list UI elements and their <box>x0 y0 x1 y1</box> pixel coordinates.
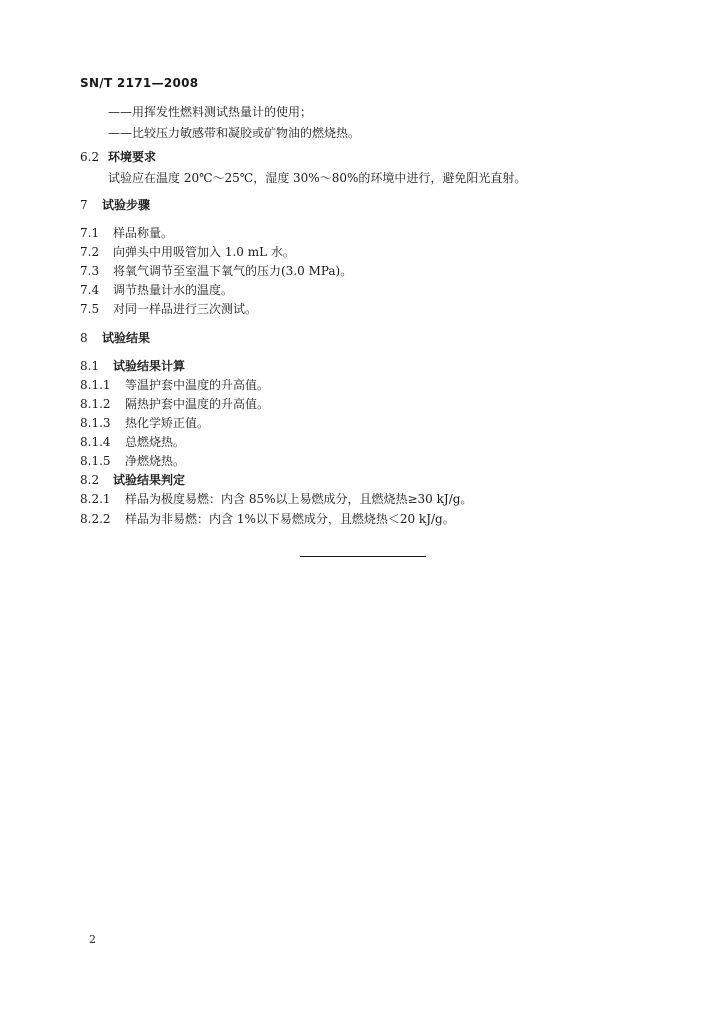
item-text: 调节热量计水的温度。 <box>113 283 234 297</box>
section-number: 7 <box>80 198 88 212</box>
item-text: 样品称量。 <box>113 226 174 240</box>
section-number: 8.2 <box>80 473 100 487</box>
section-number: 6.2 <box>80 150 100 164</box>
item-number: 7.4 <box>80 283 100 297</box>
paragraph-text: 试验应在温度 20℃～25℃，湿度 30%～80%的环境中进行，避免阳光直射。 <box>108 171 527 185</box>
list-item <box>80 396 269 412</box>
item-number: 8.1.5 <box>80 454 111 468</box>
list-item <box>80 225 173 241</box>
item-text: 向弹头中用吸管加入 1.0 mL 水。 <box>113 245 295 259</box>
end-rule <box>300 556 426 557</box>
page-number: 2 <box>89 933 96 946</box>
section-title: 试验步骤 <box>102 198 151 212</box>
list-item <box>80 282 233 298</box>
item-text: 隔热护套中温度的升高值。 <box>125 397 270 411</box>
item-text: 净燃烧热。 <box>125 454 186 468</box>
section-heading-8-2 <box>80 472 185 488</box>
section-heading-7 <box>80 197 150 213</box>
item-number: 8.1.4 <box>80 435 111 449</box>
item-number: 8.2.2 <box>80 512 111 526</box>
list-item <box>80 434 185 450</box>
list-item <box>80 301 257 317</box>
item-text: 样品为极度易燃：内含 85%以上易燃成分，且燃烧热≥30 kJ/g。 <box>125 492 473 506</box>
item-number: 7.2 <box>80 245 100 259</box>
list-item <box>80 244 295 260</box>
section-title: 试验结果 <box>102 331 151 345</box>
item-text: 等温护套中温度的升高值。 <box>125 378 270 392</box>
section-heading-8-1 <box>80 358 185 374</box>
section-heading-8 <box>80 330 150 346</box>
list-item <box>80 263 352 279</box>
item-text: 样品为非易燃：内含 1%以下易燃成分，且燃烧热＜20 kJ/g。 <box>125 512 455 526</box>
item-number: 8.2.1 <box>80 492 111 506</box>
list-item <box>80 415 209 431</box>
list-item <box>80 453 185 469</box>
section-title: 试验结果计算 <box>113 359 186 373</box>
section-title: 试验结果判定 <box>113 473 186 487</box>
item-text: 将氧气调节至室温下氧气的压力(3.0 MPa)。 <box>113 264 353 278</box>
item-number: 7.1 <box>80 226 100 240</box>
section-number: 8.1 <box>80 359 100 373</box>
item-number: 7.5 <box>80 302 100 316</box>
intro-item: ——比较压力敏感带和凝胶或矿物油的燃烧热。 <box>108 126 361 140</box>
list-item <box>80 511 455 527</box>
item-text: 对同一样品进行三次测试。 <box>113 302 258 316</box>
item-number: 8.1.1 <box>80 378 111 392</box>
list-item <box>80 377 269 393</box>
section-number: 8 <box>80 331 88 345</box>
item-text: 总燃烧热。 <box>125 435 186 449</box>
item-number: 8.1.3 <box>80 416 111 430</box>
document-header: SN/T 2171—2008 <box>80 76 199 90</box>
item-text: 热化学矫正值。 <box>125 416 210 430</box>
intro-item: ——用挥发性燃料测试热量计的使用； <box>108 105 313 119</box>
section-heading-6-2 <box>80 149 156 165</box>
item-number: 8.1.2 <box>80 397 111 411</box>
item-number: 7.3 <box>80 264 100 278</box>
list-item <box>80 491 472 507</box>
section-title: 环境要求 <box>108 150 157 164</box>
